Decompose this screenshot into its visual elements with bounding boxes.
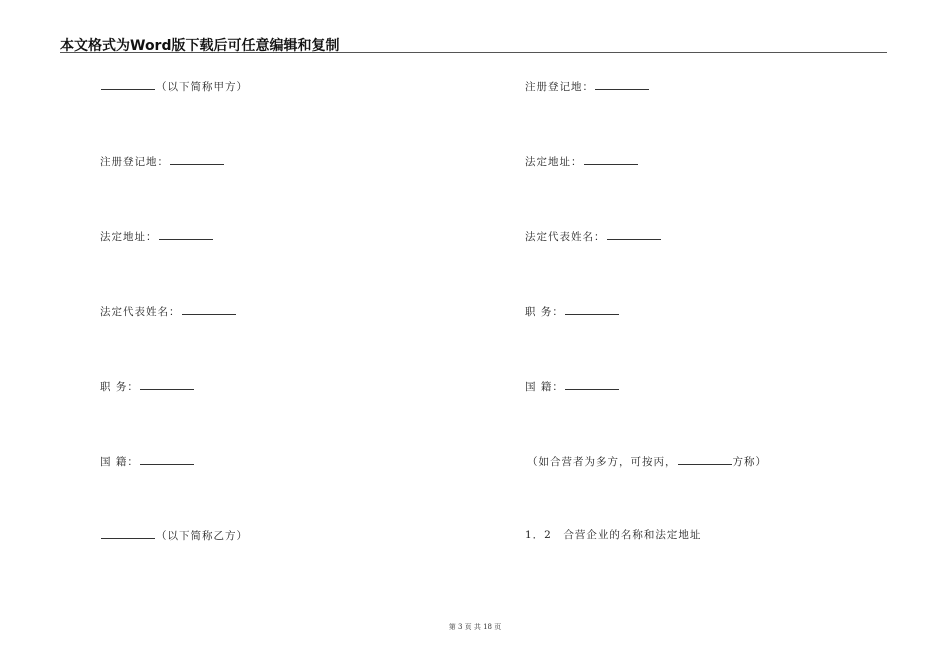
party-a-representative-line: 法定代表姓名：	[100, 304, 237, 319]
party-b-position-line: 职 务：	[525, 304, 620, 319]
party-a-representative-blank[interactable]	[182, 304, 236, 315]
party-a-line: （以下简称甲方）	[100, 79, 248, 94]
party-b-address-line: 法定地址：	[525, 154, 639, 169]
party-b-position-blank[interactable]	[565, 304, 619, 315]
party-a-nationality-blank[interactable]	[140, 454, 194, 465]
party-a-nationality-line: 国 籍：	[100, 454, 195, 469]
party-b-line: （以下简称乙方）	[100, 528, 248, 543]
multiple-parties-note: （如合营者为多方，可按丙， 方称）	[527, 456, 767, 468]
party-a-address-line: 法定地址：	[100, 229, 214, 244]
party-b-address-blank[interactable]	[584, 154, 638, 165]
party-b-nationality-blank[interactable]	[565, 379, 619, 390]
page-number: 第 3 页 共 18 页	[448, 623, 502, 631]
party-b-nationality-line: 国 籍：	[525, 379, 620, 394]
section-heading: 1．2 合营企业的名称和法定地址	[525, 529, 702, 541]
party-b-representative-line: 法定代表姓名：	[525, 229, 662, 244]
party-b-registration-blank[interactable]	[595, 79, 649, 90]
party-a-address-blank[interactable]	[159, 229, 213, 240]
party-a-position-blank[interactable]	[140, 379, 194, 390]
party-a-name-blank[interactable]	[101, 79, 155, 90]
party-b-representative-blank[interactable]	[607, 229, 661, 240]
party-b-registration-line: 注册登记地：	[525, 79, 650, 94]
party-b-name-blank[interactable]	[101, 528, 155, 539]
header-divider	[60, 52, 887, 53]
party-a-position-line: 职 务：	[100, 379, 195, 394]
party-c-name-blank[interactable]	[678, 454, 732, 465]
party-a-registration-blank[interactable]	[170, 154, 224, 165]
party-a-registration-line: 注册登记地：	[100, 154, 225, 169]
document-header-title: 本文格式为Word版下载后可任意编辑和复制	[60, 38, 340, 54]
